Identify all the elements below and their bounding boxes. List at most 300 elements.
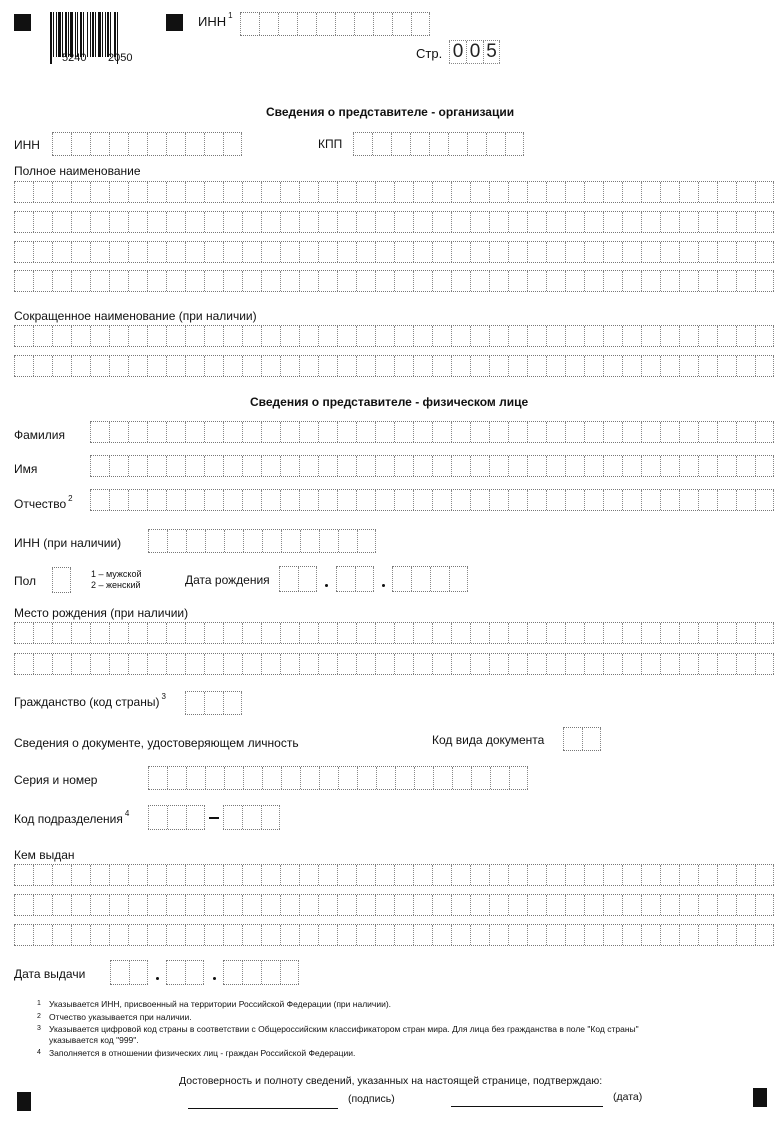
input-cell[interactable] — [717, 356, 736, 376]
input-cell[interactable] — [546, 490, 565, 510]
input-cell[interactable] — [166, 925, 185, 945]
input-cell[interactable] — [527, 895, 546, 915]
input-cell[interactable] — [565, 895, 584, 915]
input-cell[interactable] — [490, 767, 509, 789]
input-cell[interactable] — [375, 654, 394, 674]
input-cell[interactable] — [128, 133, 147, 155]
input-cell[interactable] — [280, 623, 299, 643]
input-cell[interactable] — [375, 242, 394, 262]
input-cell[interactable] — [14, 212, 33, 232]
input-cell[interactable] — [679, 242, 698, 262]
input-cell[interactable] — [109, 271, 128, 291]
input-cell[interactable] — [736, 182, 755, 202]
input-cell[interactable] — [394, 242, 413, 262]
input-cell[interactable] — [622, 925, 641, 945]
input-cell[interactable] — [660, 356, 679, 376]
input-cell[interactable] — [185, 490, 204, 510]
input-cell[interactable] — [432, 242, 451, 262]
input-cell[interactable] — [508, 623, 527, 643]
input-cell[interactable] — [584, 456, 603, 476]
input-cell[interactable] — [243, 530, 262, 552]
input-cell[interactable] — [451, 654, 470, 674]
input-cell[interactable] — [297, 13, 316, 35]
input-cell[interactable] — [375, 623, 394, 643]
input-cell[interactable] — [261, 182, 280, 202]
input-cell[interactable] — [14, 182, 33, 202]
input-cell[interactable] — [335, 13, 354, 35]
input-cell[interactable] — [299, 865, 318, 885]
input-cell[interactable] — [603, 356, 622, 376]
org-inn-cells[interactable] — [52, 132, 242, 156]
input-cell[interactable] — [603, 654, 622, 674]
input-cell[interactable] — [223, 212, 242, 232]
input-cell[interactable] — [356, 895, 375, 915]
input-cell[interactable] — [243, 767, 262, 789]
input-cell[interactable] — [508, 925, 527, 945]
input-cell[interactable] — [242, 242, 261, 262]
input-cell[interactable] — [299, 490, 318, 510]
input-cell[interactable] — [52, 182, 71, 202]
input-cell[interactable] — [205, 530, 224, 552]
input-cell[interactable] — [527, 271, 546, 291]
input-cell[interactable] — [299, 654, 318, 674]
input-cell[interactable] — [14, 654, 33, 674]
input-cell[interactable] — [563, 728, 582, 750]
input-cell[interactable] — [622, 422, 641, 442]
input-cell[interactable] — [698, 212, 717, 232]
input-cell[interactable] — [204, 212, 223, 232]
input-cell[interactable] — [451, 456, 470, 476]
input-cell[interactable] — [261, 422, 280, 442]
input-cell[interactable] — [223, 242, 242, 262]
input-cell[interactable] — [186, 767, 205, 789]
input-cell[interactable] — [375, 895, 394, 915]
input-cell[interactable] — [527, 623, 546, 643]
input-cell[interactable] — [527, 356, 546, 376]
input-cell[interactable] — [166, 326, 185, 346]
input-cell[interactable] — [109, 654, 128, 674]
input-cell[interactable] — [584, 212, 603, 232]
input-cell[interactable] — [185, 654, 204, 674]
input-cell[interactable] — [299, 182, 318, 202]
input-cell[interactable] — [33, 654, 52, 674]
input-cell[interactable] — [71, 242, 90, 262]
input-cell[interactable] — [508, 212, 527, 232]
input-cell[interactable] — [451, 212, 470, 232]
input-cell[interactable] — [318, 865, 337, 885]
input-cell[interactable] — [679, 925, 698, 945]
input-cell[interactable] — [489, 490, 508, 510]
input-cell[interactable] — [223, 654, 242, 674]
input-cell[interactable] — [356, 654, 375, 674]
input-cell[interactable] — [375, 212, 394, 232]
input-cell[interactable] — [337, 623, 356, 643]
input-cell[interactable] — [717, 242, 736, 262]
input-cell[interactable] — [432, 212, 451, 232]
input-cell[interactable] — [353, 133, 372, 155]
input-cell[interactable] — [394, 865, 413, 885]
input-cell[interactable] — [430, 567, 449, 591]
input-cell[interactable] — [147, 271, 166, 291]
input-cell[interactable] — [433, 767, 452, 789]
input-cell[interactable] — [128, 422, 147, 442]
input-cell[interactable] — [679, 865, 698, 885]
input-cell[interactable] — [449, 567, 468, 591]
input-cell[interactable] — [109, 422, 128, 442]
input-cell[interactable] — [14, 356, 33, 376]
input-cell[interactable] — [185, 242, 204, 262]
input-cell[interactable] — [698, 490, 717, 510]
input-cell[interactable] — [147, 422, 166, 442]
input-cell[interactable] — [147, 654, 166, 674]
input-cell[interactable] — [242, 865, 261, 885]
issue-year-cells[interactable] — [223, 960, 299, 985]
input-cell[interactable] — [395, 767, 414, 789]
input-cell[interactable] — [299, 326, 318, 346]
input-cell[interactable] — [451, 271, 470, 291]
input-cell[interactable] — [736, 271, 755, 291]
input-cell[interactable] — [52, 242, 71, 262]
input-cell[interactable] — [261, 865, 280, 885]
input-cell[interactable] — [242, 895, 261, 915]
input-cell[interactable] — [413, 623, 432, 643]
input-cell[interactable] — [242, 961, 261, 984]
input-cell[interactable] — [373, 13, 392, 35]
input-cell[interactable] — [337, 326, 356, 346]
input-cell[interactable] — [280, 182, 299, 202]
input-cell[interactable] — [603, 326, 622, 346]
input-cell[interactable] — [622, 654, 641, 674]
input-cell[interactable] — [565, 623, 584, 643]
patronymic-cells[interactable] — [90, 489, 774, 511]
input-cell[interactable] — [205, 767, 224, 789]
input-cell[interactable] — [508, 271, 527, 291]
input-cell[interactable] — [185, 895, 204, 915]
input-cell[interactable] — [33, 242, 52, 262]
input-cell[interactable] — [376, 767, 395, 789]
input-cell[interactable] — [337, 925, 356, 945]
input-cell[interactable] — [394, 895, 413, 915]
input-cell[interactable] — [641, 356, 660, 376]
input-cell[interactable] — [489, 212, 508, 232]
input-cell[interactable] — [128, 356, 147, 376]
input-cell[interactable] — [356, 182, 375, 202]
input-cell[interactable] — [679, 490, 698, 510]
input-cell[interactable] — [622, 356, 641, 376]
input-cell[interactable] — [167, 530, 186, 552]
input-cell[interactable] — [413, 456, 432, 476]
input-cell[interactable] — [392, 567, 411, 591]
input-cell[interactable] — [489, 242, 508, 262]
input-cell[interactable] — [242, 925, 261, 945]
input-cell[interactable] — [109, 326, 128, 346]
input-cell[interactable] — [660, 865, 679, 885]
input-cell[interactable] — [527, 182, 546, 202]
input-cell[interactable] — [318, 326, 337, 346]
person-inn-cells[interactable] — [148, 529, 376, 553]
input-cell[interactable] — [565, 326, 584, 346]
input-cell[interactable] — [622, 456, 641, 476]
input-cell[interactable] — [717, 654, 736, 674]
input-cell[interactable] — [185, 422, 204, 442]
input-cell[interactable] — [52, 568, 71, 592]
input-cell[interactable] — [641, 925, 660, 945]
input-cell[interactable] — [223, 182, 242, 202]
input-cell[interactable] — [185, 356, 204, 376]
input-cell[interactable] — [394, 182, 413, 202]
input-cell[interactable] — [166, 654, 185, 674]
input-cell[interactable] — [622, 865, 641, 885]
input-cell[interactable] — [413, 271, 432, 291]
input-cell[interactable] — [147, 456, 166, 476]
input-cell[interactable] — [565, 242, 584, 262]
input-cell[interactable] — [166, 490, 185, 510]
input-cell[interactable] — [375, 271, 394, 291]
input-cell[interactable] — [167, 806, 186, 829]
input-cell[interactable] — [262, 767, 281, 789]
input-cell[interactable] — [128, 925, 147, 945]
input-cell[interactable] — [337, 271, 356, 291]
input-cell[interactable] — [71, 212, 90, 232]
input-cell[interactable] — [471, 767, 490, 789]
input-cell[interactable] — [71, 133, 90, 155]
input-cell[interactable] — [755, 925, 774, 945]
input-cell[interactable] — [603, 925, 622, 945]
input-cell[interactable] — [90, 865, 109, 885]
input-cell[interactable] — [280, 422, 299, 442]
input-cell[interactable] — [280, 242, 299, 262]
input-cell[interactable] — [565, 925, 584, 945]
input-cell[interactable] — [14, 242, 33, 262]
input-cell[interactable] — [109, 182, 128, 202]
input-cell[interactable] — [128, 623, 147, 643]
input-cell[interactable] — [223, 490, 242, 510]
input-cell[interactable] — [432, 490, 451, 510]
input-cell[interactable] — [261, 623, 280, 643]
input-cell[interactable] — [641, 490, 660, 510]
input-cell[interactable] — [204, 490, 223, 510]
input-cell[interactable] — [603, 242, 622, 262]
input-cell[interactable] — [166, 356, 185, 376]
input-cell[interactable] — [261, 961, 280, 984]
input-cell[interactable] — [470, 271, 489, 291]
input-cell[interactable] — [147, 925, 166, 945]
input-cell[interactable] — [392, 13, 411, 35]
input-cell[interactable] — [109, 456, 128, 476]
input-cell[interactable] — [679, 623, 698, 643]
input-cell[interactable] — [508, 456, 527, 476]
input-cell[interactable] — [546, 456, 565, 476]
input-cell[interactable] — [299, 422, 318, 442]
input-cell[interactable] — [109, 865, 128, 885]
input-cell[interactable] — [128, 242, 147, 262]
input-cell[interactable] — [486, 133, 505, 155]
input-cell[interactable] — [71, 865, 90, 885]
input-cell[interactable] — [717, 422, 736, 442]
input-cell[interactable] — [204, 623, 223, 643]
input-cell[interactable] — [679, 654, 698, 674]
input-cell[interactable] — [470, 623, 489, 643]
input-cell[interactable] — [204, 456, 223, 476]
input-cell[interactable] — [204, 895, 223, 915]
input-cell[interactable] — [717, 271, 736, 291]
input-cell[interactable] — [318, 490, 337, 510]
input-cell[interactable] — [755, 356, 774, 376]
input-cell[interactable] — [660, 182, 679, 202]
input-cell[interactable] — [736, 326, 755, 346]
input-cell[interactable] — [185, 865, 204, 885]
input-cell[interactable] — [584, 326, 603, 346]
input-cell[interactable] — [413, 182, 432, 202]
input-cell[interactable] — [299, 623, 318, 643]
input-cell[interactable] — [318, 212, 337, 232]
input-cell[interactable] — [489, 895, 508, 915]
input-cell[interactable] — [204, 654, 223, 674]
input-cell[interactable] — [413, 925, 432, 945]
input-cell[interactable] — [717, 895, 736, 915]
input-cell[interactable] — [375, 326, 394, 346]
input-cell[interactable] — [565, 654, 584, 674]
input-cell[interactable] — [411, 567, 430, 591]
input-cell[interactable] — [280, 961, 299, 984]
input-cell[interactable] — [717, 925, 736, 945]
input-cell[interactable] — [603, 182, 622, 202]
input-cell[interactable] — [603, 895, 622, 915]
input-cell[interactable] — [318, 356, 337, 376]
input-cell[interactable] — [166, 271, 185, 291]
input-cell[interactable] — [413, 422, 432, 442]
full-name-row-2[interactable] — [14, 211, 774, 233]
input-cell[interactable] — [527, 654, 546, 674]
input-cell[interactable] — [622, 623, 641, 643]
input-cell[interactable] — [470, 654, 489, 674]
input-cell[interactable] — [261, 490, 280, 510]
input-cell[interactable] — [660, 654, 679, 674]
input-cell[interactable] — [90, 182, 109, 202]
input-cell[interactable] — [565, 271, 584, 291]
input-cell[interactable] — [90, 356, 109, 376]
input-cell[interactable] — [584, 182, 603, 202]
input-cell[interactable] — [470, 490, 489, 510]
input-cell[interactable] — [242, 456, 261, 476]
input-cell[interactable] — [128, 456, 147, 476]
input-cell[interactable] — [641, 654, 660, 674]
input-cell[interactable] — [736, 242, 755, 262]
input-cell[interactable] — [451, 623, 470, 643]
input-cell[interactable] — [109, 212, 128, 232]
input-cell[interactable] — [337, 212, 356, 232]
input-cell[interactable] — [185, 925, 204, 945]
input-cell[interactable] — [679, 212, 698, 232]
input-cell[interactable] — [736, 212, 755, 232]
input-cell[interactable] — [261, 242, 280, 262]
input-cell[interactable] — [565, 212, 584, 232]
input-cell[interactable] — [375, 182, 394, 202]
input-cell[interactable] — [90, 212, 109, 232]
input-cell[interactable] — [280, 456, 299, 476]
issued-by-row-3[interactable] — [14, 924, 774, 946]
input-cell[interactable] — [90, 654, 109, 674]
input-cell[interactable] — [71, 271, 90, 291]
input-cell[interactable] — [316, 13, 335, 35]
input-cell[interactable] — [584, 865, 603, 885]
input-cell[interactable] — [394, 212, 413, 232]
issued-by-row-2[interactable] — [14, 894, 774, 916]
input-cell[interactable] — [33, 865, 52, 885]
input-cell[interactable] — [337, 242, 356, 262]
input-cell[interactable] — [755, 654, 774, 674]
input-cell[interactable] — [527, 326, 546, 346]
input-cell[interactable] — [185, 133, 204, 155]
input-cell[interactable] — [451, 895, 470, 915]
input-cell[interactable] — [546, 422, 565, 442]
input-cell[interactable] — [429, 133, 448, 155]
input-cell[interactable] — [71, 654, 90, 674]
input-cell[interactable] — [318, 182, 337, 202]
input-cell[interactable] — [660, 242, 679, 262]
input-cell[interactable] — [584, 356, 603, 376]
input-cell[interactable] — [508, 895, 527, 915]
input-cell[interactable] — [508, 182, 527, 202]
input-cell[interactable] — [166, 623, 185, 643]
input-cell[interactable] — [622, 212, 641, 232]
input-cell[interactable] — [546, 182, 565, 202]
input-cell[interactable] — [432, 623, 451, 643]
input-cell[interactable] — [337, 422, 356, 442]
input-cell[interactable] — [584, 623, 603, 643]
input-cell[interactable] — [432, 654, 451, 674]
input-cell[interactable] — [375, 865, 394, 885]
issue-month-cells[interactable] — [166, 960, 204, 985]
input-cell[interactable] — [242, 182, 261, 202]
input-cell[interactable] — [261, 271, 280, 291]
input-cell[interactable] — [489, 865, 508, 885]
input-cell[interactable] — [261, 456, 280, 476]
input-cell[interactable] — [33, 895, 52, 915]
input-cell[interactable] — [14, 326, 33, 346]
input-cell[interactable] — [166, 422, 185, 442]
input-cell[interactable] — [679, 271, 698, 291]
input-cell[interactable] — [223, 806, 242, 829]
input-cell[interactable] — [33, 356, 52, 376]
surname-cells[interactable] — [90, 421, 774, 443]
date-line[interactable] — [451, 1106, 603, 1107]
input-cell[interactable] — [410, 133, 429, 155]
input-cell[interactable] — [717, 456, 736, 476]
input-cell[interactable] — [280, 271, 299, 291]
input-cell[interactable] — [755, 212, 774, 232]
input-cell[interactable] — [147, 490, 166, 510]
input-cell[interactable] — [261, 654, 280, 674]
input-cell[interactable] — [546, 242, 565, 262]
input-cell[interactable] — [204, 925, 223, 945]
input-cell[interactable] — [356, 623, 375, 643]
input-cell[interactable] — [318, 456, 337, 476]
input-cell[interactable] — [354, 13, 373, 35]
input-cell[interactable] — [717, 212, 736, 232]
full-name-row-3[interactable] — [14, 241, 774, 263]
input-cell[interactable] — [280, 865, 299, 885]
issue-day-cells[interactable] — [110, 960, 148, 985]
input-cell[interactable] — [452, 767, 471, 789]
input-cell[interactable] — [546, 326, 565, 346]
input-cell[interactable] — [166, 212, 185, 232]
input-cell[interactable] — [660, 490, 679, 510]
input-cell[interactable] — [185, 271, 204, 291]
short-name-row-1[interactable] — [14, 325, 774, 347]
input-cell[interactable] — [622, 182, 641, 202]
input-cell[interactable] — [736, 490, 755, 510]
